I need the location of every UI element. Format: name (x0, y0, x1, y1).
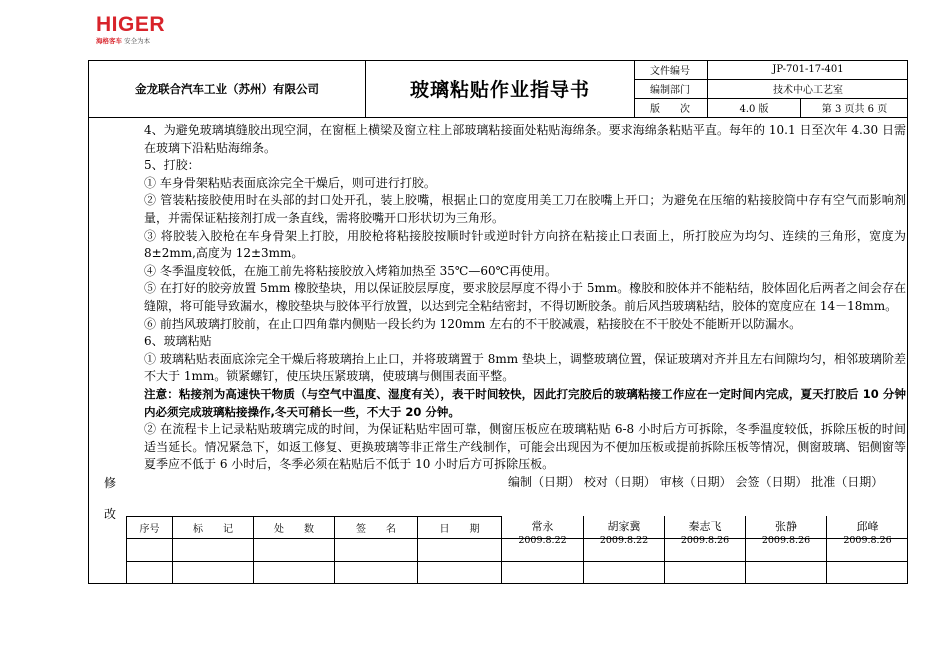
rev-header-sign: 签 名 (356, 523, 396, 535)
content-paragraph: ② 在流程卡上记录粘贴玻璃完成的时间，为保证粘贴牢固可靠，侧窗压板应在玻璃粘贴 6-8 小时后方可拆除，冬季温度较低，拆除压板的时间适当延长。情况紧急下，如返工修复、更换玻璃等非正常生产线制作，可能会出现因为不便加压板或提前拆除压板等情况，侧窗玻璃、铝侧窗等夏季应不低于 6 小时后，冬季必须在粘贴后不低于 10 小时后方可拆除压板。 (144, 422, 906, 472)
version-label: 版 次 (650, 104, 690, 115)
content-paragraph: 5、打胶： (144, 158, 200, 173)
signer-date: 2009.8.26 (680, 535, 730, 546)
logo-slogan: 安全为本 (124, 37, 151, 45)
dept-label: 编制部门 (650, 85, 690, 96)
logo-subtitle (96, 36, 186, 45)
content-paragraph: ⑥ 前挡风玻璃打胶前，在止口四角靠内侧贴一段长约为 120mm 左右的不干胶减震，粘接胶在不干胶处不能断开以防漏水。 (144, 316, 802, 331)
rev-header-count: 处 数 (274, 523, 314, 535)
rev-header-mark: 标 记 (193, 523, 233, 535)
company-logo (96, 14, 186, 48)
document-title: 玻璃粘贴作业指导书 (409, 79, 590, 101)
doc-no-value: JP-701-17-401 (772, 64, 844, 75)
content-paragraph: 6、玻璃粘贴 (144, 334, 212, 349)
note-paragraph: 注意：粘接剂为高速快干物质（与空气中温度、湿度有关），表干时间较快，因此打完胶后的玻璃粘接工作应在一定时间内完成，夏天打胶后 10 分钟内必须完成玻璃粘接操作,冬天可稍长一些，不大于 20 分钟。 (144, 386, 906, 419)
company-name: 金龙联合汽车工业（苏州）有限公司 (135, 81, 319, 96)
signer-date: 2009.8.22 (518, 535, 567, 546)
revise-label-2: 改 (104, 507, 117, 521)
rev-header-no: 序号 (139, 523, 160, 535)
header-sep-2 (634, 60, 635, 117)
version-value: 4.0 版 (739, 104, 769, 115)
signer-name: 胡家冀 (607, 520, 641, 533)
signer-name: 张静 (775, 520, 797, 533)
page-number: 第 3 页共 6 页 (821, 104, 888, 115)
revise-label-1: 修 (104, 476, 117, 490)
dept-value: 技术中心工艺室 (773, 85, 843, 96)
logo-brand: HIGER (96, 13, 166, 36)
signer-name: 常永 (531, 520, 554, 533)
rev-line-2 (126, 561, 908, 562)
signature-labels: 编制（日期） 校对（日期） 审核（日期） 会签（日期） 批准（日期） (508, 475, 884, 489)
signer-date: 2009.8.26 (843, 535, 892, 546)
logo-sub-cn: 海格客车 (96, 37, 122, 45)
content-paragraph: ① 玻璃粘贴表面底涂完全干燥后将玻璃抬上止口，并将玻璃置于 8mm 垫块上，调整玻璃位置，保证玻璃对齐并且左右间隙均匀，相邻玻璃阶差不大于 1mm。锁紧螺钉，使压块压紧玻璃，使玻璃与侧围表面平整。 (144, 351, 906, 384)
content-paragraph: ③ 将胶装入胶枪在车身骨架上打胶，用胶枪将粘接胶按顺时针或逆时针方向挤在粘接止口表面上，所打胶应为均匀、连续的三角形，宽度为 8±2mm,高度为 12±3mm。 (144, 228, 906, 261)
signer-date: 2009.8.26 (761, 535, 811, 546)
signer-date: 2009.8.22 (599, 535, 649, 546)
rev-header-date: 日 期 (439, 523, 480, 535)
content-paragraph: ④ 冬季温度较低，在施工前先将粘接胶放入烤箱加热至 35℃—60℃再使用。 (144, 263, 558, 278)
signer-name: 秦志飞 (688, 520, 722, 533)
instruction-body (144, 122, 906, 474)
signer-name: 邱峰 (856, 520, 879, 533)
doc-no-label: 文件编号 (650, 66, 690, 77)
content-paragraph: ⑤ 在打好的胶旁放置 5mm 橡胶垫块，用以保证胶层厚度，要求胶层厚度不得小于 5mm。橡胶和胶体并不能粘结，胶体固化后两者之间会存在缝隙，将可能导致漏水，橡胶垫块与胶体平行放置，以达到完全粘结密封，不得切断胶条。前后风挡玻璃粘结，胶体的宽度应在 14－18mm。 (144, 281, 906, 313)
content-paragraph: ① 车身骨架粘贴表面底涂完全干燥后，则可进行打胶。 (144, 175, 436, 190)
content-paragraph: 4、为避免玻璃填缝胶出现空洞，在窗框上横梁及窗立柱上部玻璃粘接面处粘贴海绵条。要求海绵条粘贴平直。每年的 10.1 日至次年 4.30 日需在玻璃下沿粘贴海绵条。 (144, 123, 906, 155)
header-divider (88, 117, 908, 118)
content-paragraph: ② 管装粘接胶使用时在头部的封口处开孔，装上胶嘴，根据止口的宽度用美工刀在胶嘴上开口；为避免在压缩的粘接胶筒中存有空气而影响剂量，并需保证粘接剂打成一条直线，需将胶嘴开口形状切为三角形。 (144, 193, 906, 225)
